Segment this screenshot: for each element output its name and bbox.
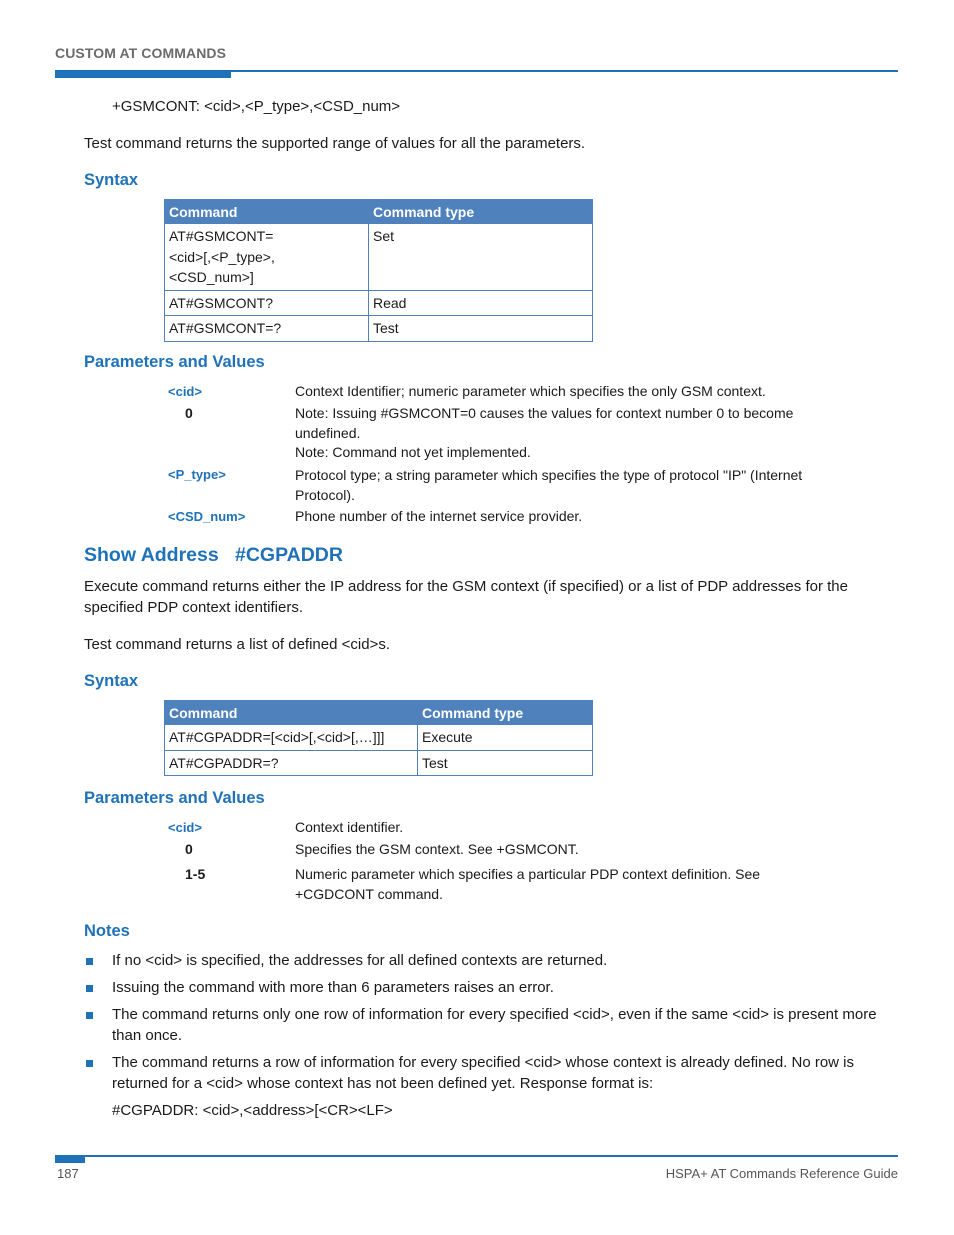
running-header: CUSTOM AT COMMANDS [55,45,227,61]
section-title-cgpaddr: Show Address #CGPADDR [84,544,343,566]
note-item: Issuing the command with more than 6 parameters raises an error. [112,979,554,996]
param-desc-cid: Context identifier. [295,819,404,835]
param-desc-cid0-note1: Note: Issuing #GSMCONT=0 causes the values for context number 0 to become undefined. [295,405,794,441]
table-row [165,316,593,342]
command-cell: AT#CGPADDR=? [165,750,418,776]
note-item: The command returns only one row of information for every specified <cid>, even if the same <cid> is present more than once. [112,1006,877,1044]
cgpaddr-syntax-heading: Syntax [84,672,139,690]
table-row [165,224,593,291]
command-cell: AT#CGPADDR=[<cid>[,<cid>[,…]]] [165,725,418,751]
command-type-cell: Test [418,750,593,776]
command-cell: AT#GSMCONT? [165,290,369,316]
param-name-cid: <cid> [168,820,202,835]
param-value-1-5: 1-5 [185,866,206,882]
param-name-cid: <cid> [168,384,202,399]
gsmcont-syntax-table [164,199,593,342]
document-title: HSPA+ AT Commands Reference Guide [665,1166,898,1181]
cgpaddr-execute-description: Execute command returns either the IP address for the GSM context (if specified) or a list of PDP addresses for the specified PDP context identifiers. [84,578,848,616]
cgpaddr-test-description: Test command returns a list of defined <cid>s. [84,636,390,653]
table-header-row [165,200,593,224]
bullet-icon [86,985,93,992]
command-type-cell: Read [369,290,593,316]
footer-rule [55,1155,898,1157]
table-row [165,725,593,751]
param-name-ptype: <P_type> [168,467,226,482]
bullet-icon [86,1060,93,1067]
command-cell [165,224,369,291]
param-desc-ptype: Protocol type; a string parameter which specifies the type of protocol "IP" (Internet Protocol). [295,467,803,503]
command-line: <cid>[,<P_type>, [169,248,275,265]
gsmcont-params-heading: Parameters and Values [84,353,265,371]
header-accent-block [55,71,231,78]
table-header-row [165,701,593,725]
command-type-cell: Test [369,316,593,342]
param-value-0: 0 [185,405,193,421]
page-number: 187 [57,1166,79,1181]
cgpaddr-syntax-table [164,700,593,776]
gsmcont-syntax-heading: Syntax [84,171,139,189]
notes-heading: Notes [84,922,130,940]
note-item: The command returns a row of information for every specified <cid> whose context is already defined. No row is returned for a <cid> whose context has not been defined yet. Response format is: [112,1054,855,1092]
command-type-cell: Set [369,224,593,291]
param-value-0: 0 [185,841,193,857]
cgpaddr-params-heading: Parameters and Values [84,789,265,807]
param-name-csd-num: <CSD_num> [168,509,246,524]
param-desc-cid: Context Identifier; numeric parameter which specifies the only GSM context. [295,383,766,399]
cgpaddr-response-format: #CGPADDR: <cid>,<address>[<CR><LF> [112,1102,393,1119]
command-cell: AT#GSMCONT=? [165,316,369,342]
column-header: Command type [369,200,593,224]
param-desc-csd-num: Phone number of the internet service provider. [295,508,583,524]
command-type-cell: Execute [418,725,593,751]
bullet-icon [86,958,93,965]
param-desc-1-5: Numeric parameter which specifies a particular PDP context definition. See +CGDCONT command. [295,866,761,902]
footer-accent-block [55,1156,85,1163]
bullet-icon [86,1012,93,1019]
column-header: Command [165,200,369,224]
gsmcont-response-format: +GSMCONT: <cid>,<P_type>,<CSD_num> [112,98,401,115]
column-header: Command [165,701,418,725]
command-line: <CSD_num>] [169,269,254,285]
param-desc-0: Specifies the GSM context. See +GSMCONT. [295,841,579,857]
table-row [165,750,593,776]
command-line: AT#GSMCONT= [169,228,274,244]
note-item: If no <cid> is specified, the addresses for all defined contexts are returned. [112,952,608,969]
table-row [165,290,593,316]
column-header: Command type [418,701,593,725]
gsmcont-test-description: Test command returns the supported range of values for all the parameters. [84,135,586,152]
param-desc-cid0-note2: Note: Command not yet implemented. [295,444,531,460]
